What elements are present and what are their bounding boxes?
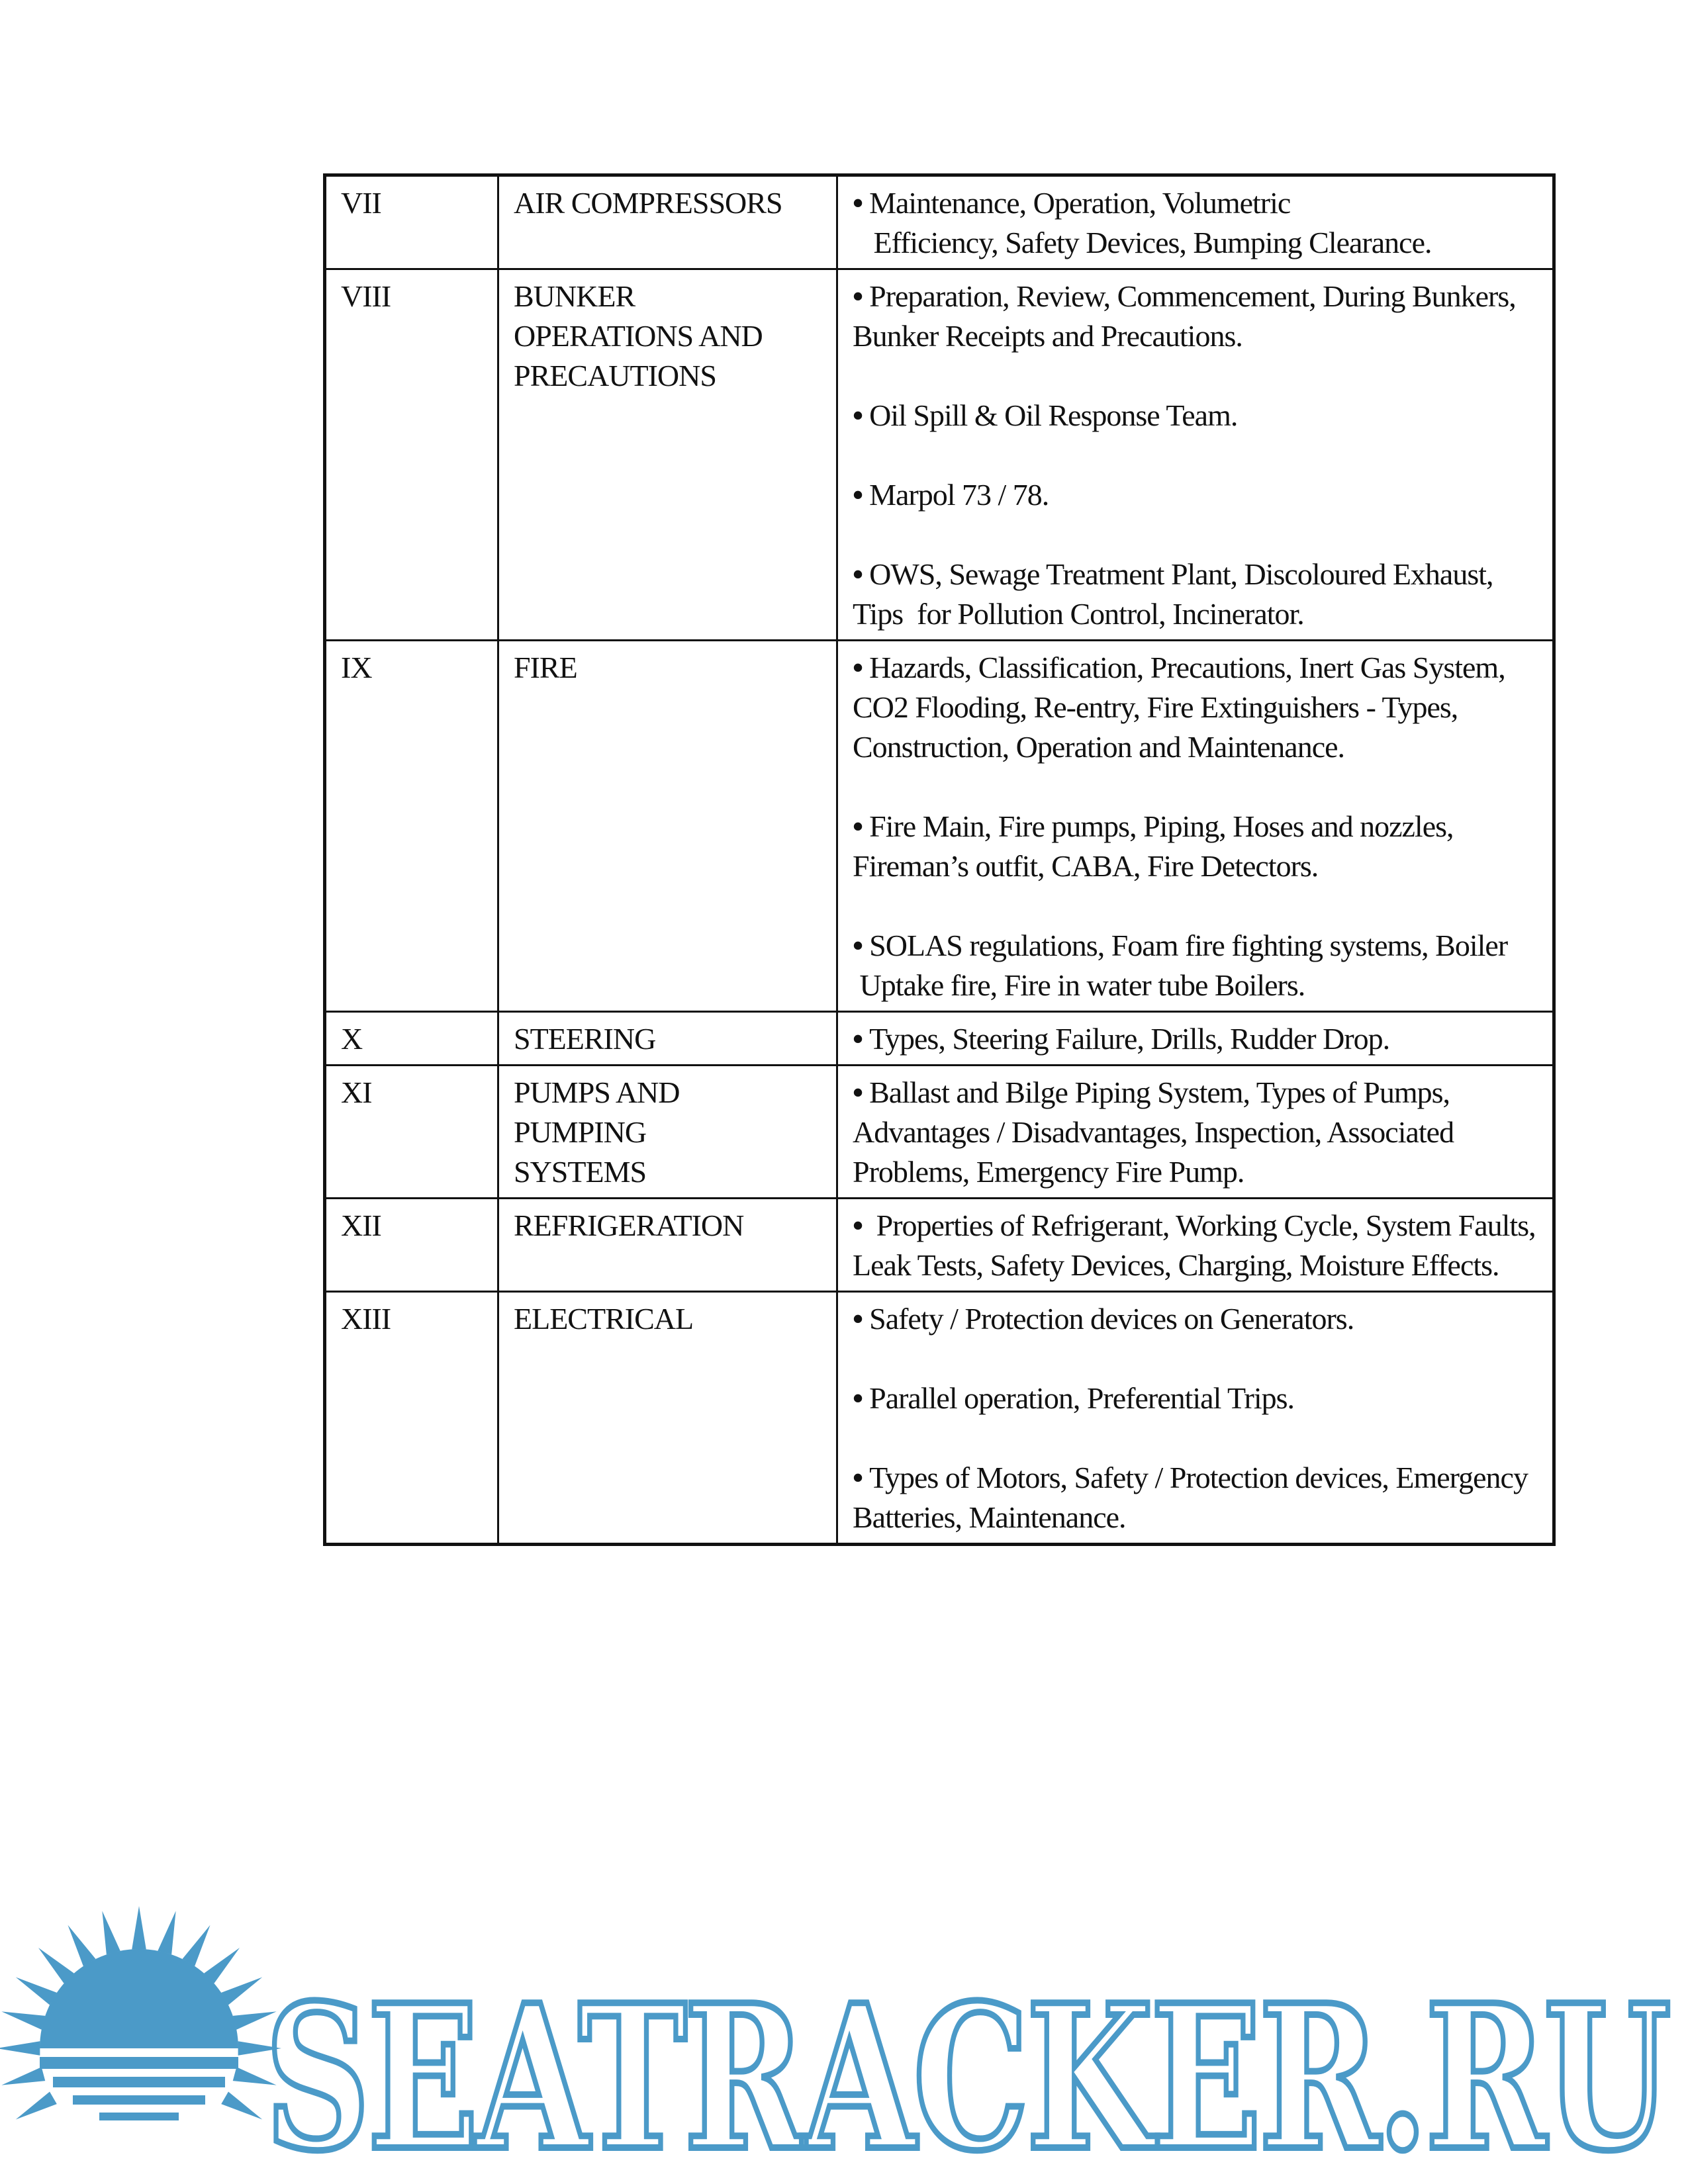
section-description <box>837 1012 1554 1066</box>
bullet-item <box>853 475 1543 515</box>
bullet-icon: • <box>853 1302 863 1336</box>
bullet-icon: • <box>853 651 863 684</box>
topic-line: PUMPS AND <box>514 1075 680 1109</box>
section-topic <box>498 1012 837 1066</box>
table-row <box>325 1012 1554 1066</box>
bullet-icon: • <box>853 1381 863 1415</box>
bullet-icon: • <box>853 557 863 591</box>
sun-ray <box>16 2091 57 2119</box>
sun-ray <box>221 1978 262 2005</box>
bullet-text: Properties of Refrigerant, Working Cycle, System Faults, Leak Tests, Safety Devices, Charging, Moisture Effects. <box>853 1208 1543 1282</box>
section-topic <box>498 175 837 269</box>
seatracker-watermark <box>0 1906 1688 2184</box>
bullet-item <box>853 183 1543 263</box>
sun-logo-icon <box>0 1906 281 2120</box>
bullet-icon: • <box>853 809 863 843</box>
section-description <box>837 1199 1554 1292</box>
bullet-icon: • <box>853 1075 863 1109</box>
bullet-text: Marpol 73 / 78. <box>869 478 1049 512</box>
sun-ray <box>0 2041 40 2056</box>
bullet-item <box>853 1073 1543 1192</box>
bullet-item <box>853 1299 1543 1339</box>
bullet-item <box>853 396 1543 435</box>
section-number: IX <box>325 641 498 1012</box>
topic-line: OPERATIONS AND <box>514 319 763 353</box>
section-topic <box>498 1199 837 1292</box>
sun-ray <box>204 1948 240 1983</box>
topic-line: REFRIGERATION <box>514 1208 744 1242</box>
bullet-item <box>853 926 1543 1005</box>
topic-line: FIRE <box>514 651 577 684</box>
section-topic <box>498 269 837 641</box>
table-row <box>325 269 1554 641</box>
bullet-text: Types of Motors, Safety / Protection devices, Emergency Batteries, Maintenance. <box>853 1461 1535 1534</box>
topic-line: AIR COMPRESSORS <box>514 186 782 220</box>
bullet-item <box>853 1019 1543 1059</box>
bullet-text: Maintenance, Operation, Volumetric Efficiency, Safety Devices, Bumping Clearance. <box>869 186 1432 259</box>
bullet-item <box>853 648 1543 767</box>
section-number: X <box>325 1012 498 1066</box>
syllabus-table <box>323 173 1556 1546</box>
bullet-item <box>853 555 1543 634</box>
bullet-text: Oil Spill & Oil Response Team. <box>869 398 1238 432</box>
bullet-text: Preparation, Review, Commencement, During Bunkers, Bunker Receipts and Precautions. <box>853 279 1523 353</box>
bullet-item <box>853 277 1543 356</box>
bullet-icon: • <box>853 279 863 313</box>
topic-line: ELECTRICAL <box>514 1302 694 1336</box>
section-topic <box>498 1066 837 1199</box>
section-number: XI <box>325 1066 498 1199</box>
section-description <box>837 641 1554 1012</box>
bullet-text: OWS, Sewage Treatment Plant, Discoloured Exhaust, Tips for Pollution Control, Incinerator. <box>853 557 1500 631</box>
table-body <box>325 175 1554 1545</box>
sun-ray <box>38 1948 74 1983</box>
table-row <box>325 1292 1554 1545</box>
table-row <box>325 175 1554 269</box>
section-topic <box>498 1292 837 1545</box>
bullet-item <box>853 807 1543 886</box>
topic-line: BUNKER <box>514 279 635 313</box>
bullet-icon: • <box>853 1461 863 1494</box>
sun-ray <box>68 1925 96 1966</box>
bullet-text: SOLAS regulations, Foam fire fighting systems, Boiler Uptake fire, Fire in water tube Boilers. <box>859 929 1508 1002</box>
bullet-item <box>853 1206 1543 1285</box>
sun-ray <box>182 1925 210 1966</box>
sun-ray <box>16 1978 57 2005</box>
topic-line: PUMPING <box>514 1115 647 1149</box>
sun-ray <box>221 2091 262 2119</box>
topic-line: SYSTEMS <box>514 1155 647 1189</box>
bullet-icon: • <box>853 1208 863 1242</box>
section-number: VIII <box>325 269 498 641</box>
sun-ray <box>132 1906 146 1949</box>
section-number: VII <box>325 175 498 269</box>
bullet-icon: • <box>853 186 863 220</box>
bullet-text: Types, Steering Failure, Drills, Rudder Drop. <box>869 1022 1390 1056</box>
bullet-item <box>853 1379 1543 1418</box>
bullet-item <box>853 1458 1543 1537</box>
bullet-text: Fire Main, Fire pumps, Piping, Hoses and nozzles, Fireman’s outfit, CABA, Fire Detectors. <box>853 809 1461 883</box>
bullet-icon: • <box>853 478 863 512</box>
bullet-icon: • <box>853 929 863 962</box>
sun-ray <box>1 2067 45 2085</box>
section-number: XII <box>325 1199 498 1292</box>
bullet-icon: • <box>853 398 863 432</box>
bullet-icon: • <box>853 1022 863 1056</box>
bullet-text: Hazards, Classification, Precautions, Inert Gas System, CO2 Flooding, Re-entry, Fire Extinguishers - Types, Construction, Operation and Maintenance. <box>853 651 1513 764</box>
topic-line: STEERING <box>514 1022 656 1056</box>
bullet-text: Safety / Protection devices on Generators. <box>869 1302 1354 1336</box>
table-row <box>325 1199 1554 1292</box>
section-description <box>837 175 1554 269</box>
section-description <box>837 269 1554 641</box>
section-description <box>837 1292 1554 1545</box>
section-topic <box>498 641 837 1012</box>
watermark-text: SEATRACKER.RU <box>265 1961 1669 2184</box>
table-row <box>325 1066 1554 1199</box>
section-description <box>837 1066 1554 1199</box>
sun-ray <box>158 1911 175 1954</box>
bullet-text: Parallel operation, Preferential Trips. <box>869 1381 1295 1415</box>
topic-line: PRECAUTIONS <box>514 359 716 392</box>
sun-ray <box>1 2011 45 2029</box>
bullet-text: Ballast and Bilge Piping System, Types of Pumps, Advantages / Disadvantages, Inspection, Associated Problems, Emergency Fire Pump. <box>853 1075 1461 1189</box>
sun-ray <box>102 1911 120 1954</box>
section-number: XIII <box>325 1292 498 1545</box>
table-row <box>325 641 1554 1012</box>
